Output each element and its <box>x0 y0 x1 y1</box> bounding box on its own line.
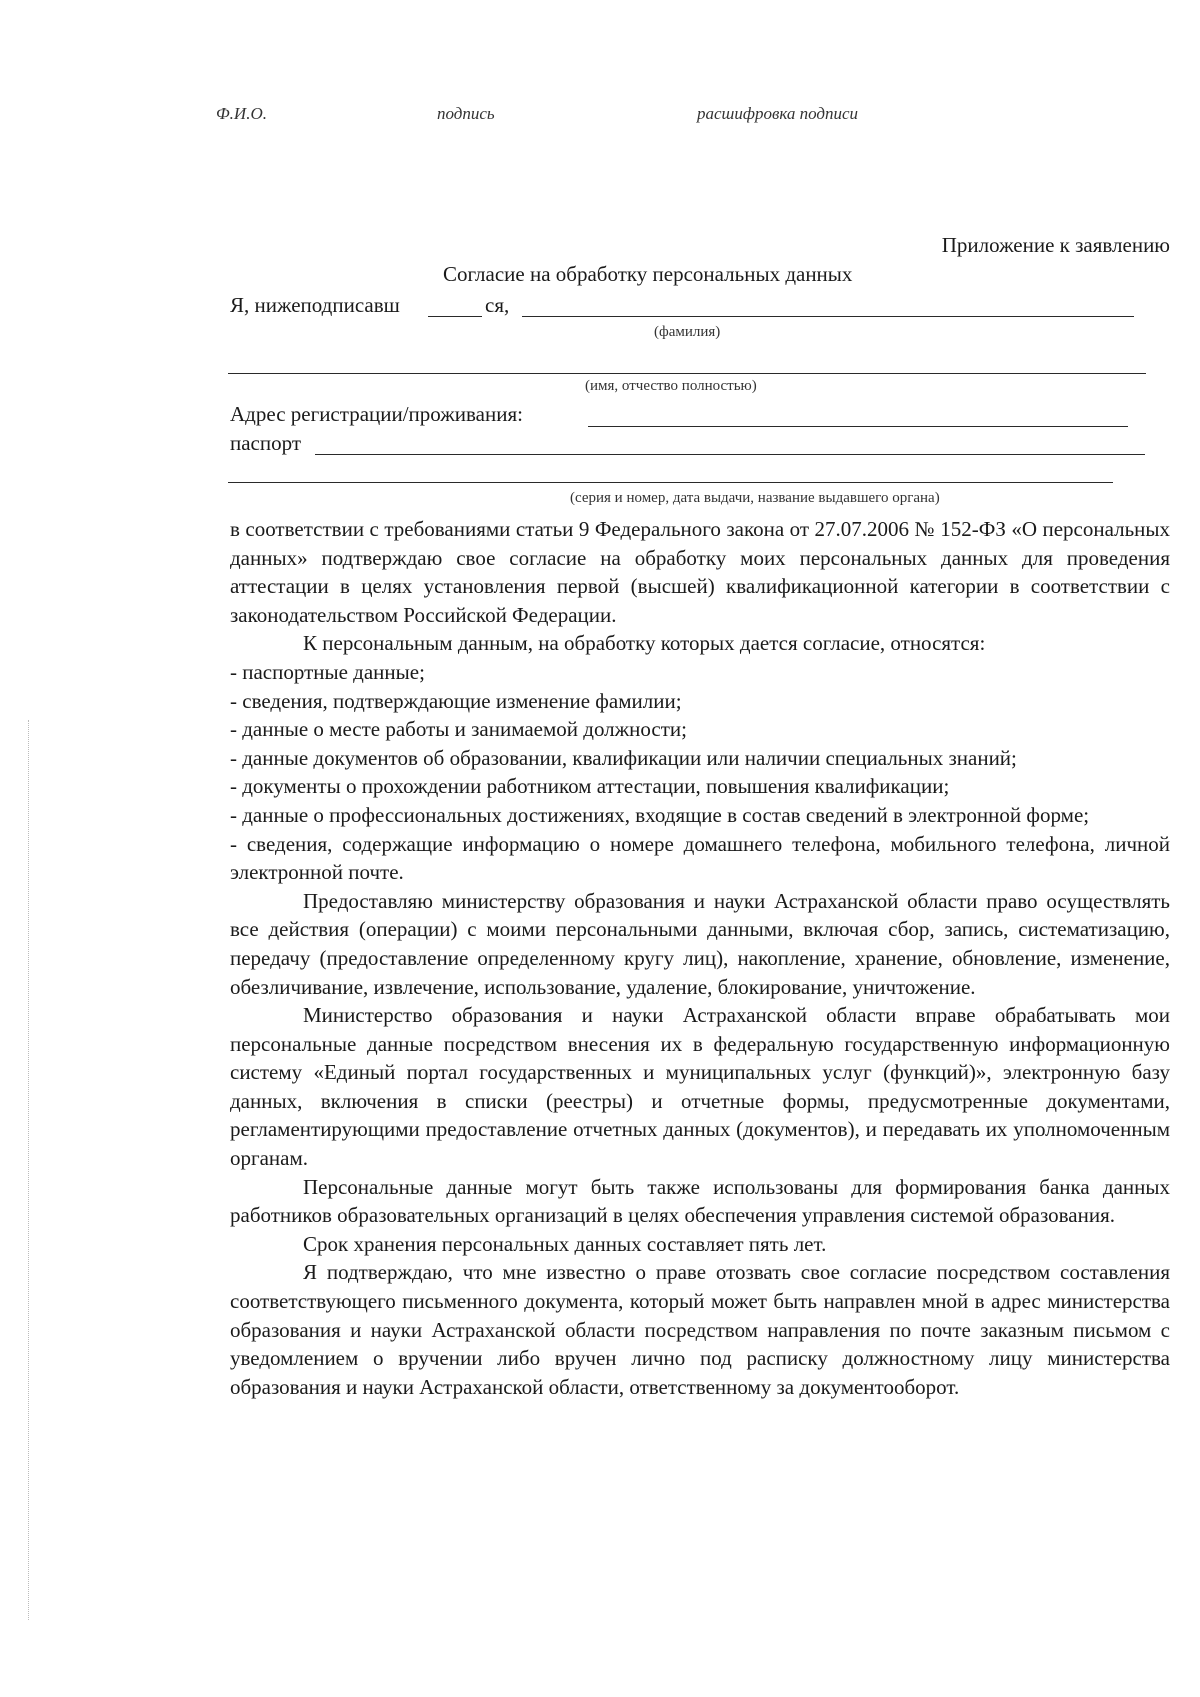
list-intro: К персональным данным, на обработку которых дается согласие, относятся: <box>303 631 986 656</box>
address-label: Адрес регистрации/проживания: <box>230 402 523 426</box>
undersigned-prefix: Я, нижеподписавш <box>230 293 400 317</box>
consent-paragraph: в соответствии с требованиями статьи 9 Федерального закона от 27.07.2006 № 152-ФЗ «О персональных данных» подтверждаю свое согласие на обработку моих персональных данных для проведения аттестации в целях установления первой (высшей) квалификационной категории в соответствии с законодательством Российской Федерации. <box>230 517 1170 627</box>
passport-blank-2 <box>228 482 1113 483</box>
ministry-paragraph: Министерство образования и науки Астраханской области вправе обрабатывать мои персональные данные посредством внесения их в федеральную государственную информационную систему «Единый портал государственных и муниципальных услуг (функций)», электронную базу данных, включения в списки (реестры) и отчетные формы, предусмотренные документами, регламентирующими предоставление отчетных данных (документов), и передавать их уполномоченным органам. <box>230 1003 1170 1171</box>
list-item: - данные документов об образовании, квалификации или наличии специальных знаний; <box>230 745 1017 770</box>
list-item: - документы о прохождении работником аттестации, повышения квалификации; <box>230 774 950 799</box>
name-hint: (имя, отчество полностью) <box>585 378 757 394</box>
address-blank <box>588 426 1128 427</box>
list-item: - данные о месте работы и занимаемой должности; <box>230 717 687 742</box>
signature-decoding-label: расшифровка подписи <box>697 104 859 123</box>
passport-blank <box>315 454 1145 455</box>
passport-hint: (серия и номер, дата выдачи, название выдавшего органа) <box>570 490 940 506</box>
consent-body <box>230 515 1170 1401</box>
retention-paragraph: Срок хранения персональных данных составляет пять лет. <box>303 1231 827 1256</box>
surname-hint: (фамилия) <box>654 324 721 340</box>
name-blank <box>228 373 1146 374</box>
list-item: - паспортные данные; <box>230 659 425 684</box>
document-title: Согласие на обработку персональных данных <box>443 262 853 286</box>
surname-blank <box>522 316 1134 317</box>
passport-label: паспорт <box>230 431 302 455</box>
appendix-label: Приложение к заявлению <box>941 233 1170 257</box>
undersigned-suffix: ся, <box>485 293 510 317</box>
gender-ending-blank <box>428 316 482 317</box>
rights-paragraph: Предоставляю министерству образования и науки Астраханской области право осуществлять все действия (операции) с моими персональными данными, включая сбор, запись, систематизацию, передачу (предоставление определенному кругу лиц), накопление, хранение, обновление, изменение, обезличивание, извлечение, использование, удаление, блокирование, уничтожение. <box>230 888 1170 999</box>
list-item: - сведения, подтверждающие изменение фамилии; <box>230 688 682 713</box>
list-item: - сведения, содержащие информацию о номере домашнего телефона, мобильного телефона, личной электронной почте. <box>230 831 1170 885</box>
signature-label: подпись <box>437 104 495 123</box>
database-paragraph: Персональные данные могут быть также использованы для формирования банка данных работников образовательных организаций в целях обеспечения управления системой образования. <box>230 1174 1170 1228</box>
withdrawal-paragraph: Я подтверждаю, что мне известно о праве отозвать свое согласие посредством составления соответствующего письменного документа, который может быть направлен мной в адрес министерства образования и науки Астраханской области посредством направления по почте заказным письмом с уведомлением о вручении либо вручен лично под расписку должностному лицу министерства образования и науки Астраханской области, ответственному за документооборот. <box>230 1260 1170 1399</box>
list-item: - данные о профессиональных достижениях, входящие в состав сведений в электронной форме; <box>230 802 1090 827</box>
fio-label: Ф.И.О. <box>216 104 267 123</box>
scan-margin-marks <box>28 720 29 1620</box>
